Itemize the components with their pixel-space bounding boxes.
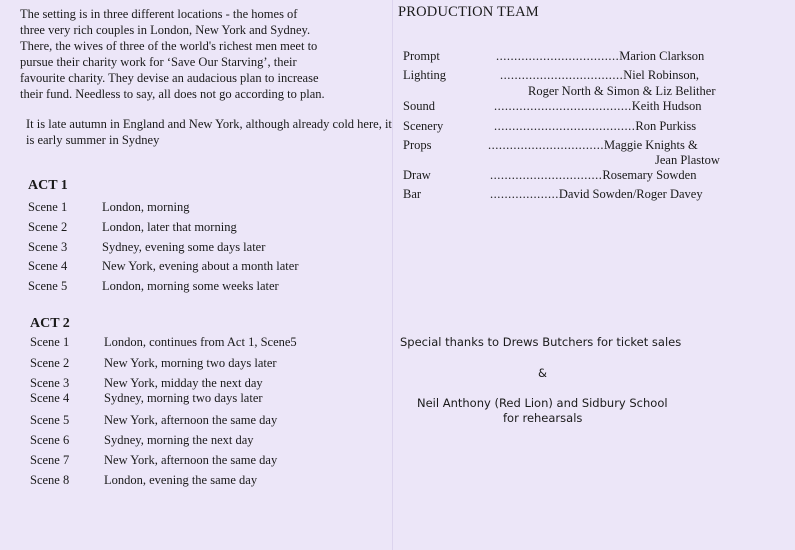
leader-dots: ....................................... [494, 119, 636, 133]
scene-number: Scene 3 [30, 376, 70, 390]
scene-description: London, later that morning [102, 220, 237, 234]
crew-name [494, 99, 702, 114]
thanks-line-1: Special thanks to Drews Butchers for ticket sales [400, 335, 682, 349]
crew-name [488, 138, 698, 153]
crew-role: Draw [403, 168, 431, 182]
scene-description: New York, afternoon the same day [104, 453, 278, 467]
leader-dots: .................................. [496, 49, 620, 63]
scene-description: Sydney, evening some days later [102, 240, 266, 254]
fold-line [392, 0, 393, 550]
crew-member: Marion Clarkson [619, 49, 705, 63]
scene-number: Scene 2 [28, 220, 68, 234]
scene-number: Scene 6 [30, 433, 70, 447]
scene-description: New York, evening about a month later [102, 259, 299, 273]
synopsis: The setting is in three different locations - the homes of three very rich couples in London, New York and Sydney. There, the wives of three of the world's richest men meet to pursue their charity work for ‘Save Our Starving’, their favourite charity. They devise an audacious plan to increase their fund. Needless to say, all does not go according to plan. [20, 7, 325, 101]
crew-role: Bar [403, 187, 422, 201]
crew-member-continued: Jean Plastow [655, 153, 720, 167]
leader-dots: ................................ [488, 138, 604, 152]
scene-number: Scene 8 [30, 473, 70, 487]
scene-description: New York, midday the next day [104, 376, 263, 390]
scene-number: Scene 4 [28, 259, 68, 273]
scene-description: New York, afternoon the same day [104, 413, 278, 427]
crew-member: David Sowden/Roger Davey [558, 187, 703, 201]
crew-role: Scenery [403, 119, 444, 133]
scene-description: London, continues from Act 1, Scene5 [104, 335, 297, 349]
scene-description: New York, morning two days later [104, 356, 277, 370]
scene-description: Sydney, morning the next day [104, 433, 254, 447]
crew-member: Maggie Knights & [604, 138, 698, 152]
crew-member: Rosemary Sowden [602, 168, 697, 182]
act2-title: ACT 2 [30, 316, 70, 331]
crew-name [496, 49, 704, 64]
left-column [20, 6, 390, 148]
leader-dots: ............................... [490, 168, 603, 182]
scene-number: Scene 5 [28, 279, 68, 293]
crew-member: Keith Hudson [631, 99, 702, 113]
crew-member-continued: Roger North & Simon & Liz Belither [528, 84, 716, 98]
scene-number: Scene 7 [30, 453, 70, 467]
scene-description: Sydney, morning two days later [104, 391, 263, 405]
thanks-line-2: Neil Anthony (Red Lion) and Sidbury School [417, 396, 668, 410]
leader-dots: ...................................... [494, 99, 632, 113]
scene-number: Scene 1 [28, 200, 68, 214]
thanks-ampersand: & [538, 366, 547, 380]
crew-name [490, 168, 696, 183]
scene-number: Scene 1 [30, 335, 70, 349]
scene-description: London, evening the same day [104, 473, 258, 487]
scene-number: Scene 4 [30, 391, 70, 405]
crew-role: Lighting [403, 68, 447, 82]
production-team-heading: PRODUCTION TEAM [398, 4, 539, 20]
scene-description: London, morning some weeks later [102, 279, 279, 293]
scene-description: London, morning [102, 200, 190, 214]
crew-name [490, 187, 703, 202]
leader-dots: .................................. [500, 68, 624, 82]
crew-role: Sound [403, 99, 435, 113]
thanks-line-3: for rehearsals [503, 411, 583, 425]
scene-number: Scene 2 [30, 356, 70, 370]
season-note: It is late autumn in England and New York, although already cold here, it is early summer in Sydney [26, 117, 392, 147]
act1-title: ACT 1 [28, 178, 68, 193]
scene-number: Scene 3 [28, 240, 68, 254]
crew-role: Prompt [403, 49, 440, 63]
crew-name [500, 68, 699, 83]
leader-dots: ................... [490, 187, 559, 201]
crew-member: Ron Purkiss [635, 119, 697, 133]
scene-number: Scene 5 [30, 413, 70, 427]
crew-name [494, 119, 696, 134]
crew-role: Props [403, 138, 432, 152]
crew-member: Niel Robinson, [623, 68, 699, 82]
